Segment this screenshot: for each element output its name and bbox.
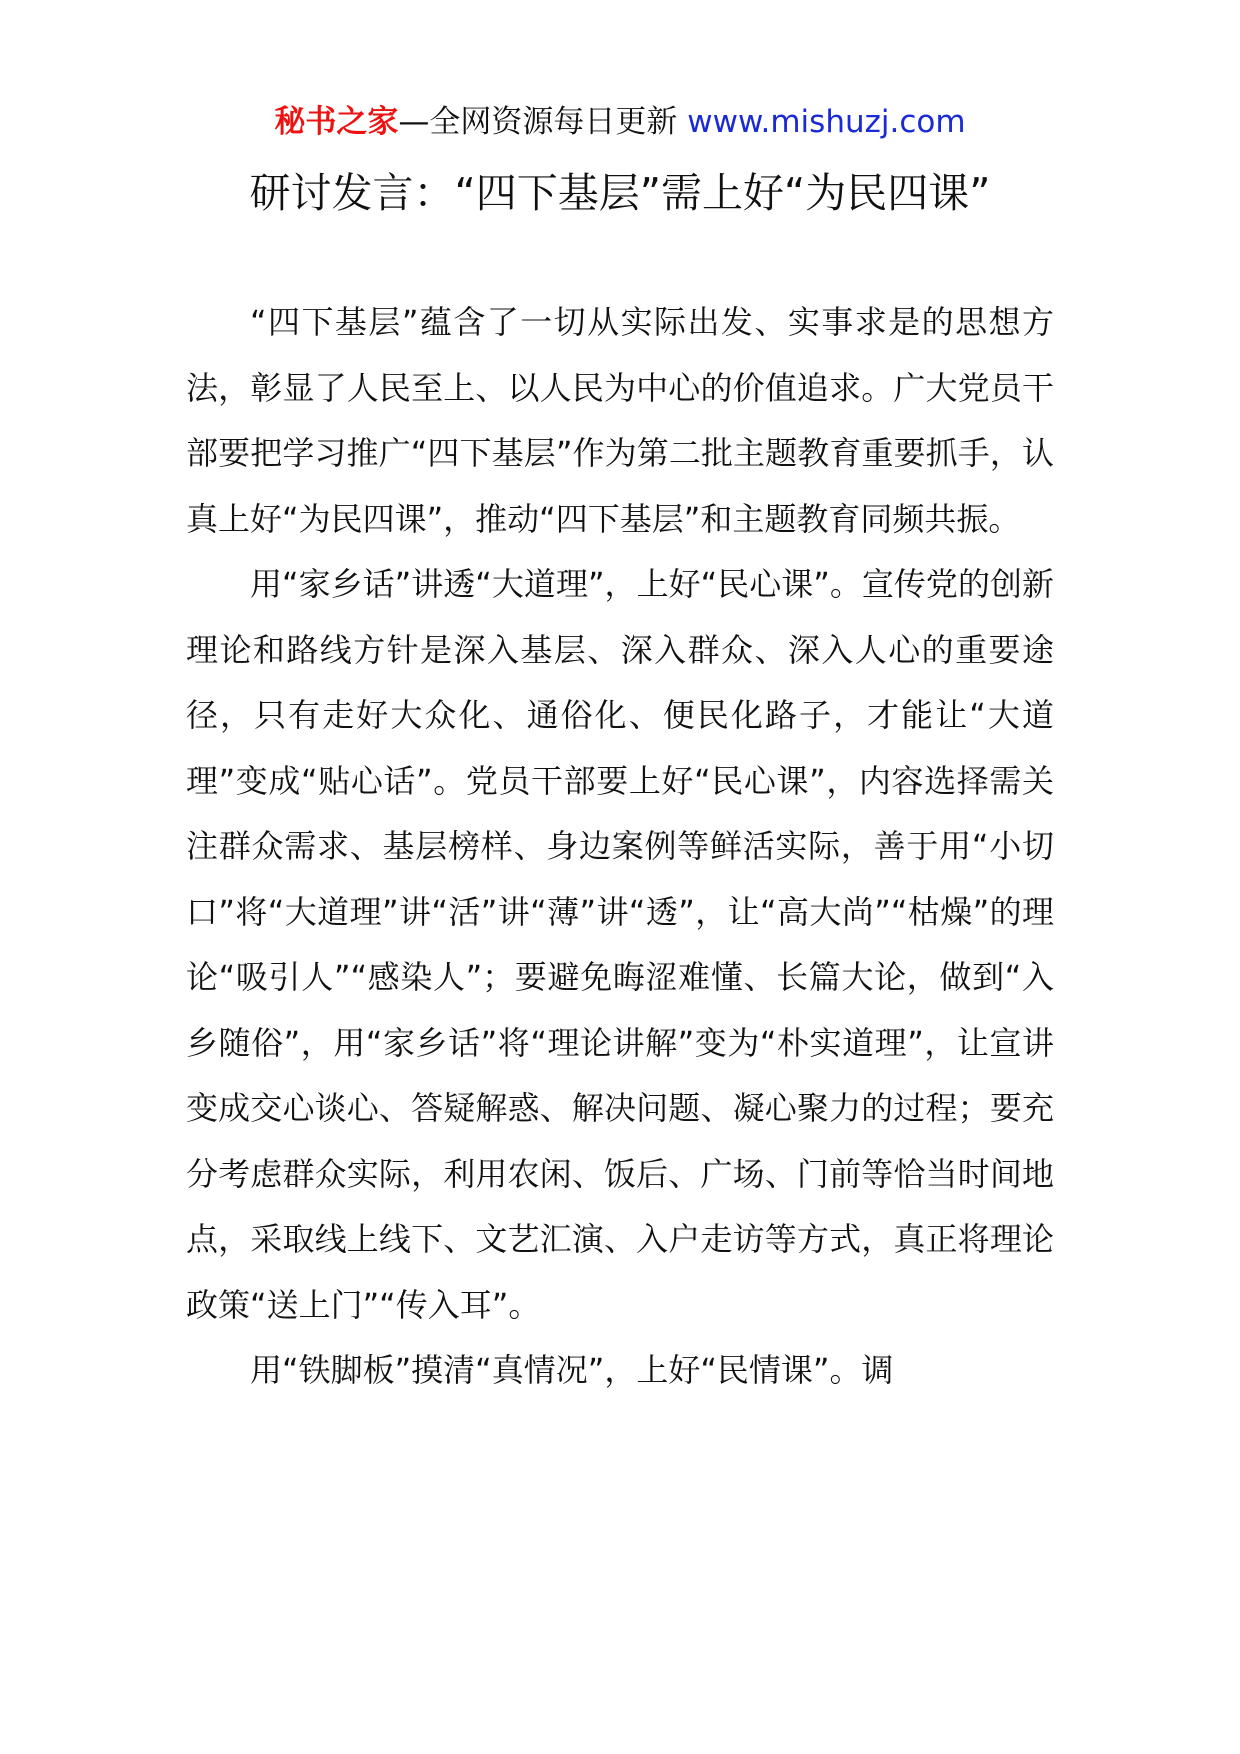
document-body <box>186 290 1054 1404</box>
site-url-link[interactable]: www.mishuzj.com <box>687 104 966 140</box>
document-title: 研讨发言：“四下基层”需上好“为民四课” <box>249 169 991 217</box>
site-header <box>0 100 1240 144</box>
paragraph-minxin-course: 用“家乡话”讲透“大道理”，上好“民心课”。宣传党的创新理论和路线方针是深入基层、深入群众、深入人心的重要途径，只有走好大众化、通俗化、便民化路子，才能让“大道理”变成“贴心话”。党员干部要上好“民心课”，内容选择需关注群众需求、基层榜样、身边案例等鲜活实际，善于用“小切口”将“大道理”讲“活”讲“薄”讲“透”，让“高大尚”“枯燥”的理论“吸引人”“感染人”；要避免晦涩难懂、长篇大论，做到“入乡随俗”，用“家乡话”将“理论讲解”变为“朴实道理”，让宣讲变成交心谈心、答疑解惑、解决问题、凝心聚力的过程；要充分考虑群众实际，利用农闲、饭后、广场、门前等恰当时间地点，采取线上线下、文艺汇演、入户走访等方式，真正将理论政策“送上门”“传入耳”。 <box>186 565 1054 1324</box>
paragraph-intro: “四下基层”蕴含了一切从实际出发、实事求是的思想方法，彰显了人民至上、以人民为中心的价值追求。广大党员干部要把学习推广“四下基层”作为第二批主题教育重要抓手，认真上好“为民四课”，推动“四下基层”和主题教育同频共振。 <box>186 303 1054 538</box>
site-slogan: —全网资源每日更新 <box>398 104 678 140</box>
brand-name: 秘书之家 <box>274 104 399 140</box>
paragraph-minqing-course: 用“铁脚板”摸清“真情况”，上好“民情课”。调 <box>250 1351 894 1389</box>
